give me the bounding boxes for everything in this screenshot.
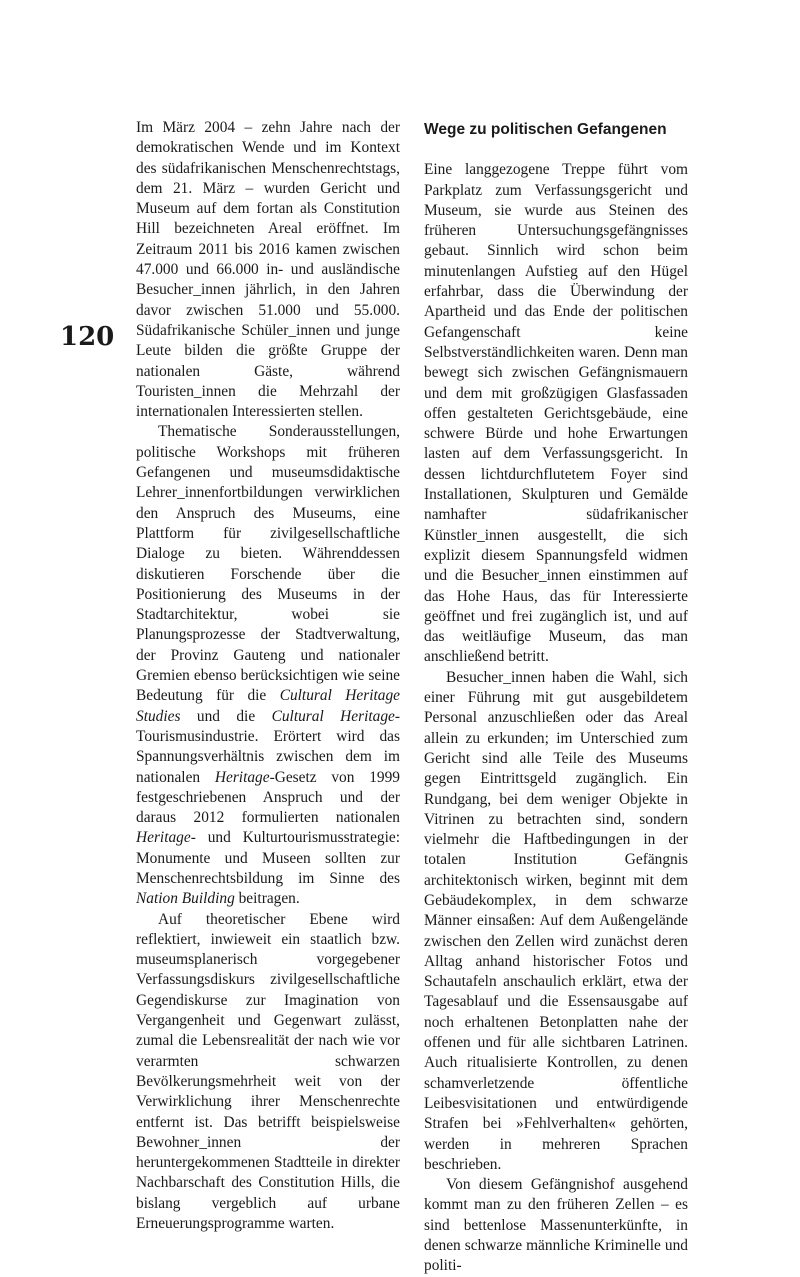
paragraph: Eine langgezogene Treppe führt vom Parkplatz zum Verfassungsgericht und Museum, sie wurde aus Steinen des früheren Untersuchungsgefängnisses gebaut. Sinnlich wird schon beim minutenlangen Aufstieg auf den Hügel erfahrbar, dass die Überwindung der Apartheid und das Ende der politischen Gefangenschaft keine Selbstverständlichkeiten waren. Denn man bewegt sich zwischen Gefängnismauern und dem mit großzügigen Glasfassaden offen gestalteten Gerichtsgebäude, eine schwere Bürde und hohe Erwartungen lasten auf dem Verfassungsgericht. In dessen lichtdurchflutetem Foyer sind Installationen, Skulpturen und Gemälde namhafter südafrikanischer Künstler_innen ausgestellt, die sich explizit diesem Spannungsfeld widmen und die Besucher_innen einstimmen auf das Hohe Haus, das für Interessierte geöffnet und frei zugänglich ist, und auf das weitläufige Museum, das man anschließend betritt.	[424, 161, 688, 666]
italic-term: Cultural Heritage	[271, 707, 395, 725]
paragraph: Auf theoretischer Ebene wird reflektiert, inwieweit ein staatlich bzw. museumsplanerisch vorgegebener Verfassungsdiskurs zivilgesellschaftliche Gegendiskurse zur Imagination von Vergangenheit und Gegenwart zulässt, zumal die Lebensrealität der nach wie vor verarmten schwarzen Bevölkerungsmehrheit weit von der Verwirklichung ihrer Menschenrechte entfernt ist. Das betrifft beispielsweise Bewohner_innen der heruntergekommenen Stadtteile in direkter Nachbarschaft des Constitution Hills, die bislang vergeblich auf urbane Erneuerungsprogramme warten.	[136, 910, 400, 1233]
italic-term: Heritage	[214, 768, 270, 786]
paragraph: Besucher_innen haben die Wahl, sich einer Führung mit gut ausgebildetem Personal anzuschließen oder das Areal allein zu erkunden; im Unterschied zum Gericht sind alle Teile des Museums gegen Eintrittsgeld zugänglich. Ein Rundgang, bei dem weniger Objekte in Vitrinen zu betrachten sind, sondern vielmehr die Haftbedingungen in der totalen Institution Gefängnis architektonisch wirken, beginnt mit dem Gebäudekomplex, in dem schwarze Männer einsaßen: Auf dem Außengelände zwischen den Zellen wird zunächst deren Alltag anhand historischer Fotos und Schautafeln anschaulich erklärt, etwa der Tagesablauf und die Essensausgabe auf noch erhaltenen Betonplatten nahe der offenen und für alle sichtbaren Latrinen. Auch ritualisierte Kontrollen, zu denen schamverletzende öffentliche Leibesvisitationen und entwürdigende Strafen bei »Fehlverhalten« gehörten, werden in mehreren Sprachen beschrieben.	[424, 668, 688, 1173]
paragraph: Von diesem Gefängnishof ausgehend kommt man zu den früheren Zellen – es sind bettenlose Massenunterkünfte, in denen schwarze männliche Kriminelle und politi-	[424, 1176, 688, 1275]
italic-term: Cultural Heritage Studies	[136, 687, 400, 725]
left-column	[136, 118, 400, 1234]
right-column	[424, 118, 688, 1277]
page-number: 120	[60, 322, 115, 352]
section-heading: Wege zu politischen Gefangenen	[424, 121, 667, 138]
italic-term: Heritage	[136, 829, 191, 847]
paragraph: Thematische Sonderausstellungen, politische Workshops mit früheren Gefangenen und museumsdidaktische Lehrer_innenfortbildungen verwirklichen den Anspruch des Museums, eine Plattform für zivilgesellschaftliche Dialoge zu bieten. Währenddessen diskutieren Forschende über die Positionierung des Museums in der Stadtarchitektur, wobei sie Planungsprozesse der Stadtverwaltung, der Provinz Gauteng und nationaler Gremien ebenso berücksichtigen wie seine Bedeutung für die Cultural Heritage Studies und die Cultural Heritage-Tourismusindustrie. Erörtert wird das Spannungsverhältnis zwischen dem im nationalen Heritage-Gesetz von 1999 festgeschriebenen Anspruch und der daraus 2012 formulierten nationalen Heritage- und Kulturtourismusstrategie: Monumente und Museen sollten zur Menschenrechtsbildung im Sinne des Nation Building beitragen.	[136, 423, 400, 908]
paragraph: Im März 2004 – zehn Jahre nach der demokratischen Wende und im Kontext des südafrikanischen Menschenrechtstags, dem 21. März – wurden Gericht und Museum auf dem fortan als Constitution Hill bezeichneten Areal eröffnet. Im Zeitraum 2011 bis 2016 kamen zwischen 47.000 und 66.000 in- und ausländische Besucher_innen jährlich, in den Jahren davor zwischen 51.000 und 55.000. Südafrikanische Schüler_innen und junge Leute bilden die größte Gruppe der nationalen Gäste, während Touristen_innen die Mehrzahl der internationalen Interessierten stellen.	[136, 119, 400, 421]
italic-term: Nation Building	[136, 890, 235, 908]
